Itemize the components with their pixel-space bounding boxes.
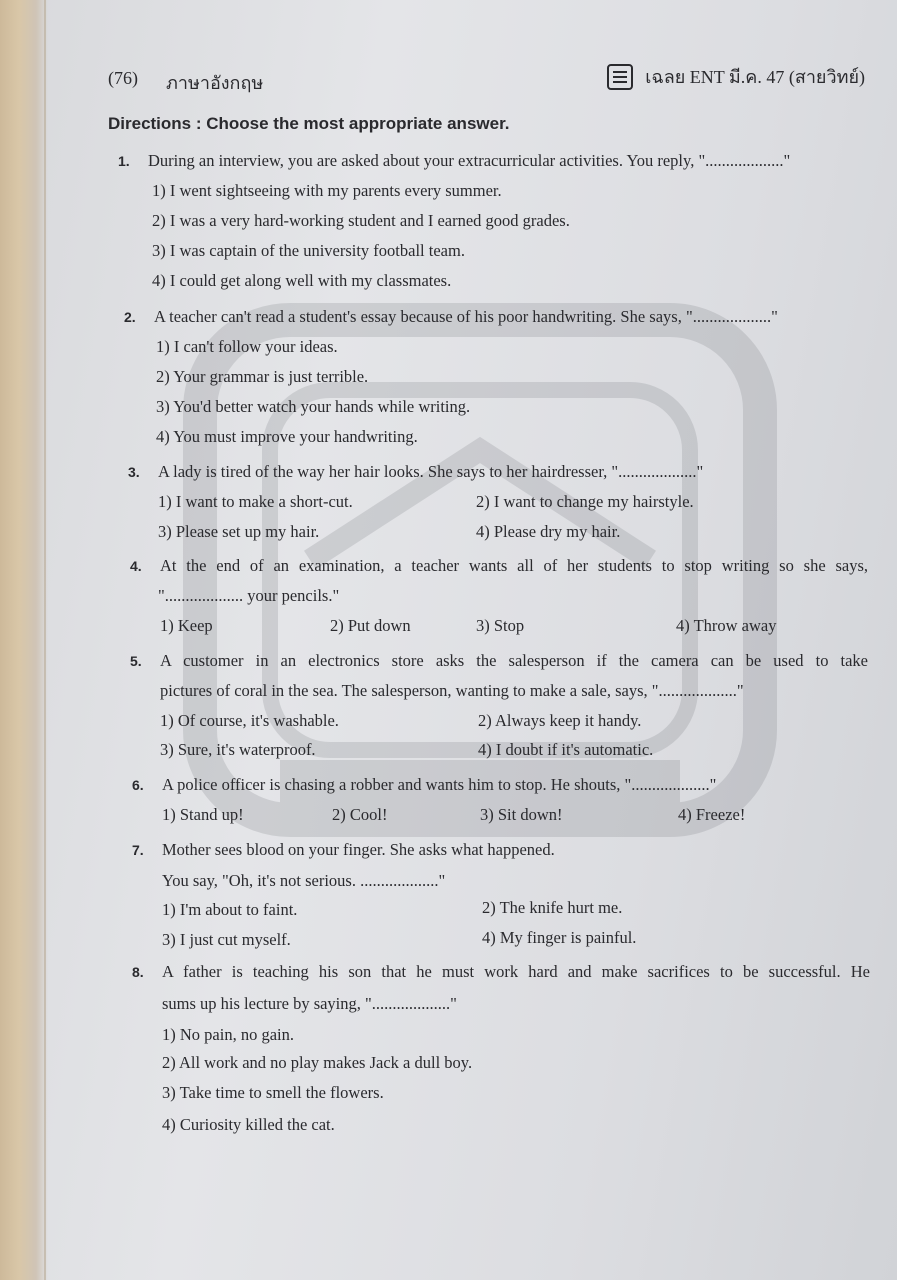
- option: 1) Keep: [160, 616, 213, 635]
- subject-title: ภาษาอังกฤษ: [166, 73, 264, 93]
- question-stem: A lady is tired of the way her hair looks. She says to her hairdresser, "...................": [158, 462, 704, 481]
- option: 2) I want to change my hairstyle.: [476, 492, 694, 511]
- question-stem: Mother sees blood on your finger. She asks what happened.: [162, 840, 555, 859]
- option: 2) The knife hurt me.: [482, 898, 623, 917]
- question-stem: "................... your pencils.": [158, 586, 340, 605]
- question-stem: A teacher can't read a student's essay because of his poor handwriting. She says, "...................": [154, 307, 778, 326]
- question-number: 5.: [130, 653, 142, 669]
- option: 3) Take time to smell the flowers.: [162, 1083, 384, 1102]
- page-header: [108, 62, 865, 96]
- option: 3) I was captain of the university football team.: [152, 241, 465, 260]
- question-stem: pictures of coral in the sea. The salesperson, wanting to make a sale, says, "...................": [160, 681, 744, 700]
- answer-key-title: เฉลย ENT มี.ค. 47 (สายวิทย์): [645, 67, 865, 87]
- option: 4) Please dry my hair.: [476, 522, 621, 541]
- page-number: (76): [108, 68, 138, 88]
- option: 4) I could get along well with my classmates.: [152, 271, 452, 290]
- option: 1) No pain, no gain.: [162, 1025, 294, 1044]
- question-number: 6.: [132, 777, 144, 793]
- question-number: 2.: [124, 309, 136, 325]
- option: 3) I just cut myself.: [162, 930, 291, 949]
- option: 2) All work and no play makes Jack a dull boy.: [162, 1053, 473, 1072]
- option: 1) Stand up!: [162, 805, 244, 824]
- question-stem: During an interview, you are asked about your extracurricular activities. You reply, "...................": [148, 151, 791, 170]
- option: 3) Sure, it's waterproof.: [160, 740, 316, 759]
- question-number: 7.: [132, 842, 144, 858]
- option: 4) My finger is painful.: [482, 928, 637, 947]
- option: 2) I was a very hard-working student and I earned good grades.: [152, 211, 570, 230]
- question-stem: You say, "Oh, it's not serious. ...................": [162, 871, 446, 890]
- option: 4) Curiosity killed the cat.: [162, 1115, 335, 1134]
- option: 4) Throw away: [676, 616, 777, 635]
- question-stem: At the end of an examination, a teacher wants all of her students to stop writing so she says,: [160, 556, 868, 575]
- option: 2) Always keep it handy.: [478, 711, 642, 730]
- answer-key-heading: [607, 62, 865, 91]
- question-stem: A police officer is chasing a robber and wants him to stop. He shouts, "...................": [162, 775, 717, 794]
- book-icon: [607, 64, 633, 90]
- question-number: 8.: [132, 964, 144, 980]
- option: 1) I want to make a short-cut.: [158, 492, 353, 511]
- question-number: 4.: [130, 558, 142, 574]
- option: 4) Freeze!: [678, 805, 746, 824]
- page-binding-edge: [0, 0, 48, 1280]
- question-stem: A customer in an electronics store asks the salesperson if the camera can be used to take: [160, 651, 868, 670]
- option: 2) Put down: [330, 616, 411, 635]
- question-stem: sums up his lecture by saying, "...................": [162, 994, 457, 1013]
- option: 4) You must improve your handwriting.: [156, 427, 418, 446]
- option: 2) Cool!: [332, 805, 388, 824]
- option: 1) I'm about to faint.: [162, 900, 298, 919]
- option: 2) Your grammar is just terrible.: [156, 367, 369, 386]
- option: 1) I went sightseeing with my parents every summer.: [152, 181, 502, 200]
- option: 3) Please set up my hair.: [158, 522, 320, 541]
- option: 3) Stop: [476, 616, 525, 635]
- question-number: 1.: [118, 153, 130, 169]
- option: 1) I can't follow your ideas.: [156, 337, 338, 356]
- option: 4) I doubt if it's automatic.: [478, 740, 654, 759]
- option: 1) Of course, it's washable.: [160, 711, 339, 730]
- question-number: 3.: [128, 464, 140, 480]
- option: 3) Sit down!: [480, 805, 563, 824]
- option: 3) You'd better watch your hands while writing.: [156, 397, 471, 416]
- directions: Directions : Choose the most appropriate answer.: [108, 114, 510, 133]
- page-binding-line: [44, 0, 46, 1280]
- question-stem: A father is teaching his son that he must work hard and make sacrifices to be successful. He: [162, 962, 870, 981]
